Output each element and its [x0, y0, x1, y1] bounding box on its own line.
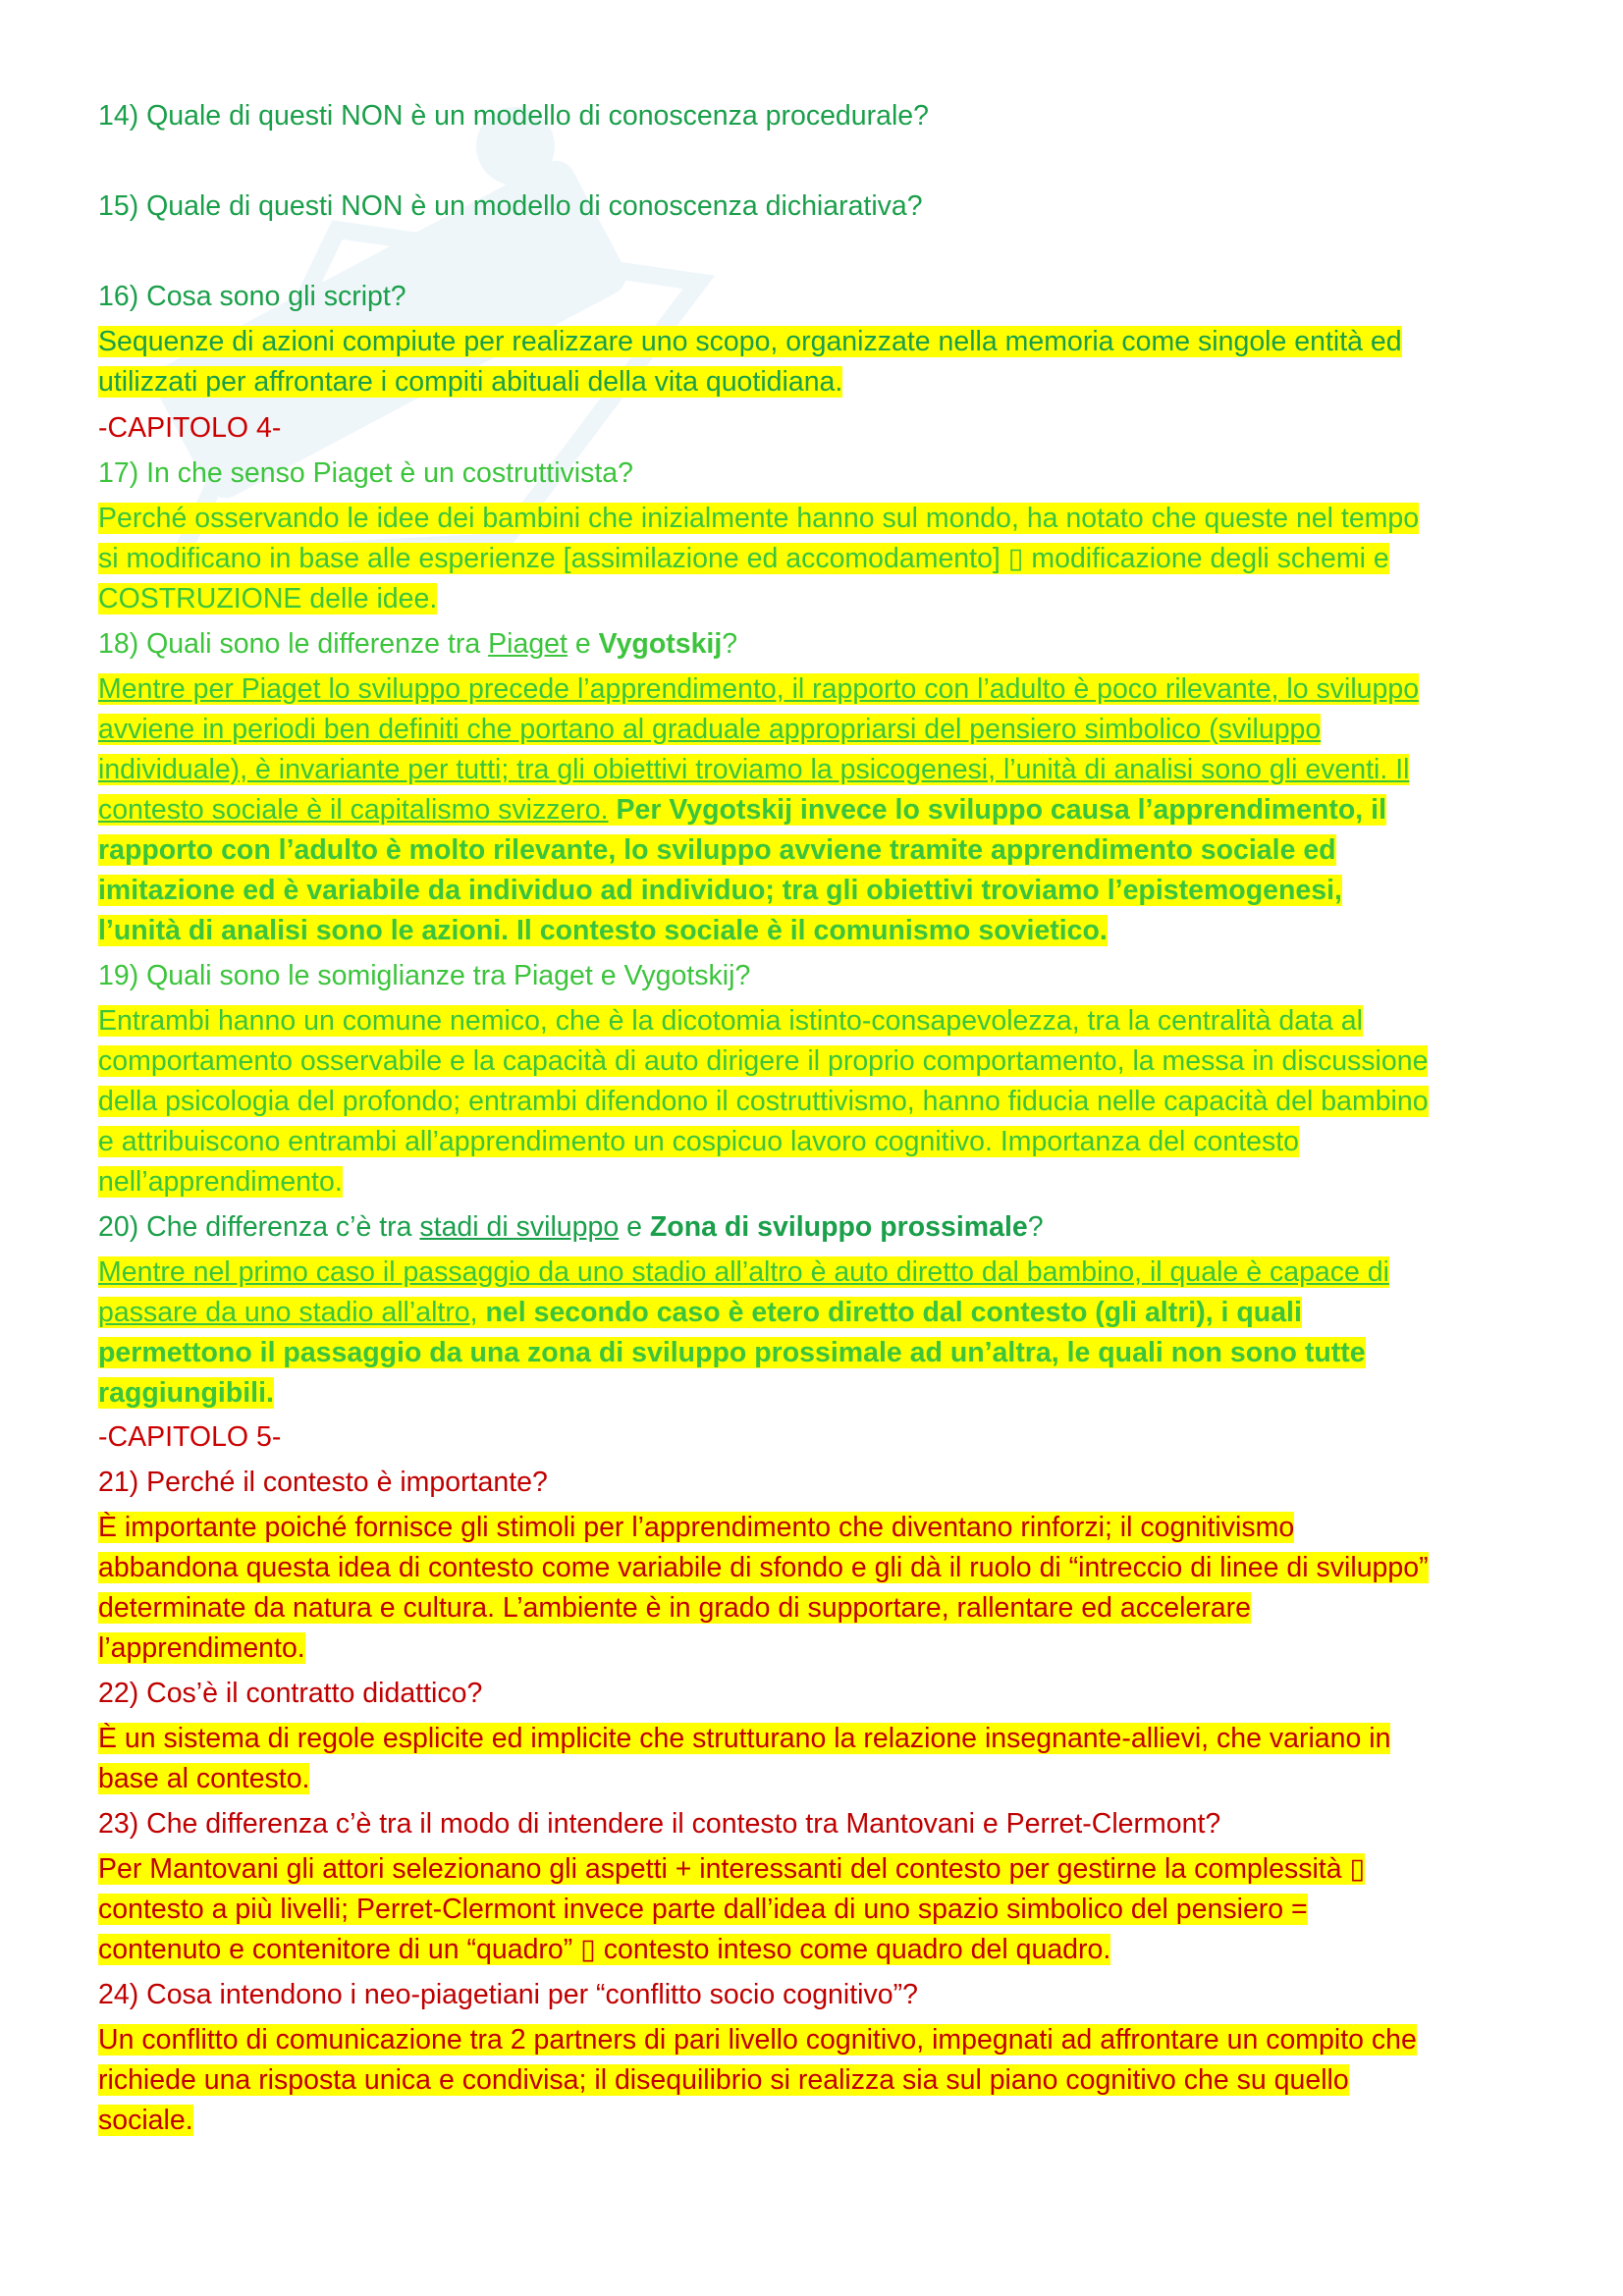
question-21: 21) Perché il contesto è importante? [98, 1467, 548, 1498]
answer-text: rapporto con l’adulto è molto rilevante, lo sviluppo avviene tramite apprendimento sociale ed [98, 834, 1336, 866]
answer-21-line [98, 1590, 1251, 1626]
question-text: 18) Quali sono le differenze tra [98, 628, 489, 660]
answer-23-line [98, 1892, 1308, 1927]
answer-24-line [98, 2103, 193, 2138]
question-23: 23) Che differenza c’è tra il modo di intendere il contesto tra Mantovani e Perret-Clermont? [98, 1808, 1221, 1840]
answer-text: base al contesto. [98, 1763, 310, 1794]
answer-18-line [98, 752, 1409, 787]
answer-16-line [98, 364, 842, 400]
answer-text: È un sistema di regole esplicite ed implicite che strutturano la relazione insegnante-allievi, che variano in [98, 1723, 1391, 1754]
answer-21-line [98, 1550, 1429, 1585]
question-text: ? [722, 628, 738, 660]
answer-text: e attribuiscono entrambi all’apprendimento un cospicuo lavoro cognitivo. Importanza del contesto [98, 1126, 1300, 1157]
answer-text: individuale), è invariante per tutti; tra gli obiettivi troviamo la psicogenesi, l’unità di analisi sono gli eventi. Il [98, 754, 1410, 785]
answer-19-line [98, 1043, 1428, 1079]
answer-text: contenuto e contenitore di un “quadro” ▯ contesto inteso come quadro del quadro. [98, 1934, 1111, 1965]
answer-text: Mentre per Piaget lo sviluppo precede l’apprendimento, il rapporto con l’adulto è poco rilevante, lo sviluppo [98, 673, 1420, 705]
answer-18-line [98, 712, 1321, 747]
answer-17-line [98, 581, 437, 616]
keyword-zona: Zona di sviluppo prossimale [649, 1211, 1028, 1243]
chapter-5-heading: -CAPITOLO 5- [98, 1421, 282, 1453]
answer-text: comportamento osservabile e la capacità di auto dirigere il proprio comportamento, la messa in discussione [98, 1045, 1429, 1077]
answer-18-line [98, 832, 1336, 868]
answer-text: l’apprendimento. [98, 1632, 305, 1664]
answer-text: della psicologia del profondo; entrambi difendono il costruttivismo, hanno fiducia nelle capacità del bambino [98, 1086, 1429, 1117]
chapter-4-heading: -CAPITOLO 4- [98, 412, 282, 444]
question-text: 20) Che differenza c’è tra [98, 1211, 420, 1243]
answer-text: richiede una risposta unica e condivisa; il disequilibrio si realizza sia sul piano cognitivo che su quello [98, 2064, 1349, 2096]
question-20 [98, 1209, 1044, 1245]
answer-text: COSTRUZIONE delle idee. [98, 583, 438, 614]
answer-text: Per Vygotskij invece lo sviluppo causa l’apprendimento, il [608, 794, 1386, 826]
answer-text: raggiungibili. [98, 1377, 274, 1409]
answer-24-line [98, 2022, 1417, 2057]
answer-text: Perché osservando le idee dei bambini che inizialmente hanno sul mondo, ha notato che queste nel tempo [98, 503, 1420, 534]
answer-20-line [98, 1335, 1366, 1370]
answer-text: nel secondo caso è etero diretto dal contesto (gli altri), i quali [477, 1297, 1302, 1328]
question-22: 22) Cos’è il contratto didattico? [98, 1678, 483, 1709]
answer-21-line [98, 1630, 305, 1666]
question-17: 17) In che senso Piaget è un costruttivista? [98, 457, 633, 489]
answer-17-line [98, 541, 1389, 576]
answer-17-line [98, 501, 1419, 536]
answer-19-line [98, 1084, 1429, 1119]
answer-22-line [98, 1721, 1390, 1756]
answer-21-line [98, 1510, 1294, 1545]
answer-text: Per Mantovani gli attori selezionano gli aspetti + interessanti del contesto per gestirne la complessità ▯ [98, 1853, 1366, 1885]
question-text: e [619, 1211, 650, 1243]
answer-text: contesto sociale è il capitalismo svizzero. [98, 794, 609, 826]
answer-text: l’unità di analisi sono le azioni. Il contesto sociale è il comunismo sovietico. [98, 915, 1108, 946]
answer-text: si modificano in base alle esperienze [assimilazione ed accomodamento] ▯ modificazione degli schemi e [98, 543, 1389, 574]
answer-18-line [98, 671, 1419, 707]
answer-18-line [98, 913, 1108, 948]
answer-text: permettono il passaggio da una zona di sviluppo prossimale ad un’altra, le quali non sono tutte [98, 1337, 1366, 1368]
answer-22-line [98, 1761, 309, 1796]
answer-text: Entrambi hanno un comune nemico, che è la dicotomia istinto-consapevolezza, tra la centralità data al [98, 1005, 1363, 1037]
keyword-stadi: stadi di sviluppo [419, 1211, 620, 1243]
question-19: 19) Quali sono le somiglianze tra Piaget e Vygotskij? [98, 960, 751, 991]
answer-18-line [98, 873, 1342, 908]
answer-text: nell’apprendimento. [98, 1166, 343, 1198]
answer-text: determinate da natura e cultura. L’ambiente è in grado di supportare, rallentare ed accelerare [98, 1592, 1251, 1624]
answer-23-line [98, 1932, 1110, 1967]
answer-19-line [98, 1124, 1299, 1159]
question-16: 16) Cosa sono gli script? [98, 281, 406, 312]
answer-text: sociale. [98, 2105, 193, 2136]
answer-text: avviene in periodi ben definiti che portano al graduale appropriarsi del pensiero simbolico (sviluppo [98, 714, 1322, 745]
answer-text: È importante poiché fornisce gli stimoli per l’apprendimento che diventano rinforzi; il cognitivismo [98, 1512, 1295, 1543]
answer-text: passare da uno stadio all’altro, [98, 1297, 478, 1328]
question-text: e [567, 628, 599, 660]
answer-24-line [98, 2062, 1349, 2098]
answer-19-line [98, 1164, 343, 1200]
answer-19-line [98, 1003, 1363, 1039]
question-18 [98, 626, 737, 662]
answer-18-line [98, 792, 1386, 828]
answer-text: Mentre nel primo caso il passaggio da uno stadio all’altro è auto diretto dal bambino, il quale è capace di [98, 1256, 1389, 1288]
question-14: 14) Quale di questi NON è un modello di conoscenza procedurale? [98, 100, 929, 132]
answer-text: utilizzati per affrontare i compiti abituali della vita quotidiana. [98, 366, 843, 398]
question-24: 24) Cosa intendono i neo-piagetiani per “conflitto socio cognitivo”? [98, 1979, 918, 2010]
answer-text: contesto a più livelli; Perret-Clermont invece parte dall’idea di uno spazio simbolico del pensiero = [98, 1894, 1308, 1925]
answer-20-line [98, 1375, 274, 1411]
answer-text: Sequenze di azioni compiute per realizzare uno scopo, organizzate nella memoria come singole entità ed [98, 326, 1402, 357]
answer-text: abbandona questa idea di contesto come variabile di sfondo e gli dà il ruolo di “intreccio di linee di sviluppo” [98, 1552, 1429, 1583]
answer-16-line [98, 324, 1402, 359]
question-15: 15) Quale di questi NON è un modello di conoscenza dichiarativa? [98, 190, 923, 222]
answer-text: imitazione ed è variabile da individuo ad individuo; tra gli obiettivi troviamo l’epistemogenesi, [98, 875, 1342, 906]
answer-20-line [98, 1255, 1389, 1290]
keyword-vygotskij: Vygotskij [598, 628, 723, 660]
answer-23-line [98, 1851, 1365, 1887]
question-text: ? [1027, 1211, 1044, 1243]
answer-20-line [98, 1295, 1302, 1330]
keyword-piaget: Piaget [488, 628, 568, 660]
answer-text: Un conflitto di comunicazione tra 2 partners di pari livello cognitivo, impegnati ad affrontare un compito che [98, 2024, 1417, 2056]
